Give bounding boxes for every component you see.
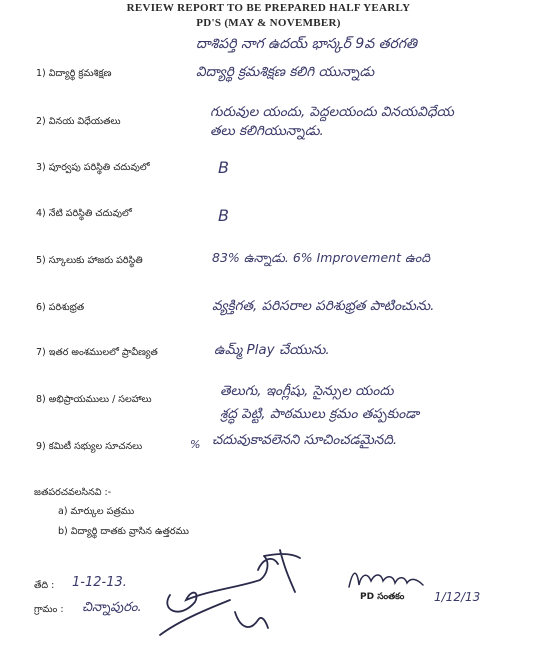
- item-label-3: 3) పూర్వపు పరిస్థితి చదువులో: [36, 162, 150, 173]
- item-mark-9: %: [190, 438, 201, 451]
- item-answer-2-line2: తలు కలిగియున్నాడు.: [210, 123, 324, 139]
- enclosure-a: a) మార్కుల పత్రము: [58, 506, 135, 517]
- item-label-9: 9) కమిటీ సభ్యుల సూచనలు: [36, 441, 143, 452]
- place-value: చిన్నాపురం.: [82, 600, 142, 615]
- item-label-5: 5) స్కూలుకు హాజరు పరిస్థితి: [36, 255, 143, 266]
- pd-signature-label: PD సంతకం: [360, 592, 405, 602]
- enclosures-heading: జతపరచవలసినవి :-: [34, 487, 112, 498]
- item-label-7: 7) ఇతర అంశములలో ప్రావీణ్యత: [36, 347, 158, 358]
- item-label-4: 4) నేటి పరిస్థితి చదువులో: [36, 208, 132, 219]
- place-label: గ్రామం :: [34, 604, 64, 615]
- student-name: దాశిపర్తి నాగ ఉదయ్ భాస్కర్ 9వ తరగతి: [196, 36, 417, 52]
- date-label: తేది :: [34, 580, 55, 591]
- item-label-1: 1) విద్యార్థి క్రమశిక్షణ: [36, 68, 112, 79]
- committee-signature-scribble: [140, 540, 330, 650]
- item-answer-7: ఉమ్మ్ Play చేయును.: [214, 342, 330, 358]
- item-answer-2: గురువుల యందు, పెద్దలయందు వినయవిధేయ: [210, 104, 454, 120]
- enclosure-b: b) విద్యార్థి దాతకు వ్రాసిన ఉత్తరము: [58, 526, 189, 537]
- date-value: 1-12-13.: [72, 575, 127, 590]
- item-label-8: 8) అభిప్రాయములు / సలహాలు: [36, 394, 152, 405]
- item-answer-5: 83% ఉన్నాడు. 6% Improvement ఉంది: [212, 250, 431, 265]
- report-subtitle: PD'S (MAY & NOVEMBER): [196, 17, 341, 29]
- report-title: REVIEW REPORT TO BE PREPARED HALF YEARLY: [126, 2, 411, 14]
- item-answer-8: తెలుగు, ఇంగ్లీషు, సైన్సుల యందు: [220, 383, 394, 399]
- item-answer-1: విద్యార్థి క్రమశిక్షణ కలిగి యున్నాడు: [196, 64, 375, 80]
- item-label-6: 6) పరిశుభ్రత: [36, 302, 85, 313]
- pd-signature-scribble: [345, 565, 435, 595]
- item-answer-8-line2: శ్రద్ధ పెట్టి, పాఠములు క్రమం తప్పకుండా: [220, 406, 420, 422]
- item-answer-4: B: [218, 206, 229, 225]
- item-answer-6: వ్యక్తిగత, పరిసరాల పరిశుభ్రత పాటించును.: [212, 298, 435, 314]
- item-label-2: 2) వినయ విధేయతలు: [36, 116, 121, 127]
- item-answer-9: చదువుకావలెనని సూచించడమైనది.: [212, 432, 398, 448]
- item-answer-3: B: [218, 158, 229, 177]
- pd-date: 1/12/13: [434, 590, 481, 604]
